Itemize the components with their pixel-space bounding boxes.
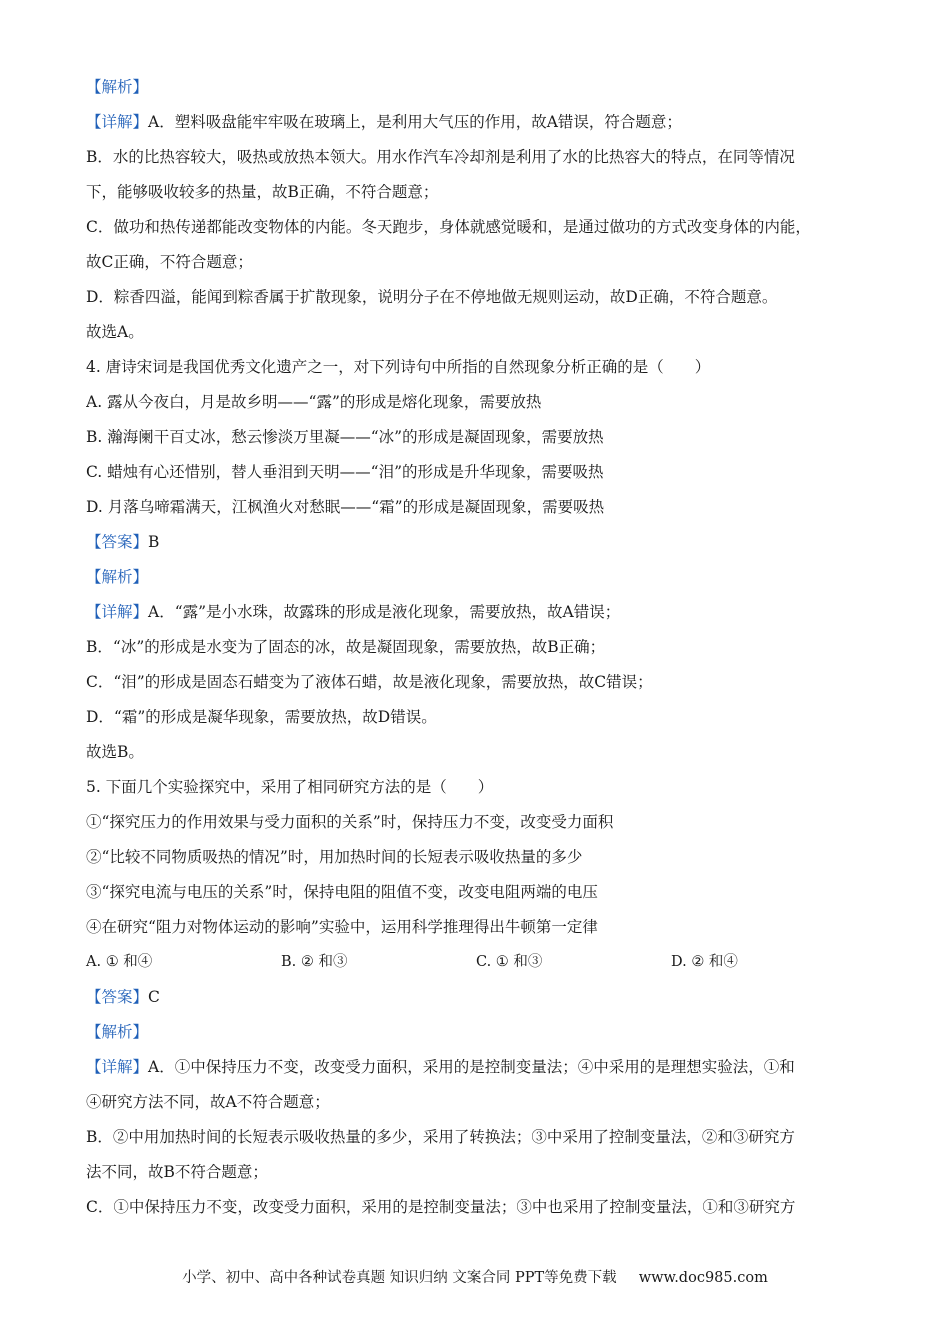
text-line: 5. 下面几个实验探究中，采用了相同研究方法的是（ ）: [86, 778, 494, 796]
text-line: D. 月落乌啼霜满天，江枫渔火对愁眠——“霜”的形成是凝固现象，需要吸热: [86, 498, 605, 516]
text-line: D．“霜”的形成是凝华现象，需要放热，故D错误。: [86, 708, 437, 726]
text-line: 法不同，故B不符合题意；: [86, 1163, 268, 1181]
answer-option: D. ② 和④: [671, 954, 738, 970]
section-tag: 【解析】: [86, 1023, 149, 1041]
page-footer: [0, 1266, 950, 1290]
section-tag: 【详解】: [86, 1058, 149, 1076]
text-line: ①“探究压力的作用效果与受力面积的关系”时，保持压力不变，改变受力面积: [86, 813, 614, 831]
text-line: ④在研究“阻力对物体运动的影响”实验中，运用科学推理得出牛顿第一定律: [86, 918, 598, 936]
section-tag: 【答案】: [86, 988, 149, 1006]
text-line: 故C正确，不符合题意；: [86, 253, 253, 271]
text-line: [86, 980, 866, 1015]
text-line: B．水的比热容较大，吸热或放热本领大。用水作汽车冷却剂是利用了水的比热容大的特点，在同等情况: [86, 148, 795, 166]
section-tag: 【详解】: [86, 603, 149, 621]
text-line: B．“冰”的形成是水变为了固态的冰，故是凝固现象，需要放热，故B正确；: [86, 638, 606, 656]
text-line: C．做功和热传递都能改变物体的内能。冬天跑步，身体就感觉暖和，是通过做功的方式改变身体的内能，: [86, 218, 811, 236]
text-line: [86, 595, 866, 630]
text-line: 4. 唐诗宋词是我国优秀文化遗产之一，对下列诗句中所指的自然现象分析正确的是（ ）: [86, 358, 711, 376]
section-tag: 【解析】: [86, 78, 149, 96]
answer-option: B. ② 和③: [281, 954, 348, 970]
section-tag: 【详解】: [86, 113, 149, 131]
document-body: [86, 70, 866, 1225]
text-line: 下，能够吸收较多的热量，故B正确，不符合题意；: [86, 183, 439, 201]
text-line: 故选B。: [86, 743, 144, 761]
text-line: B. 瀚海阑干百丈冰，愁云惨淡万里凝——“冰”的形成是凝固现象，需要放热: [86, 428, 604, 446]
text-line: [86, 1050, 866, 1085]
answer-options: [86, 945, 866, 980]
footer-text: 小学、初中、高中各种试卷真题 知识归纳 文案合同 PPT等免费下载: [182, 1270, 617, 1286]
line-text: B: [148, 533, 160, 551]
text-line: [86, 525, 866, 560]
text-line: 故选A。: [86, 323, 144, 341]
footer-url[interactable]: www.doc985.com: [638, 1270, 768, 1286]
section-tag: 【答案】: [86, 533, 149, 551]
text-line: A. 露从今夜白，月是故乡明——“露”的形成是熔化现象，需要放热: [86, 393, 542, 411]
text-line: C．“泪”的形成是固态石蜡变为了液体石蜡，故是液化现象，需要放热，故C错误；: [86, 673, 653, 691]
text-line: B．②中用加热时间的长短表示吸收热量的多少，采用了转换法；③中采用了控制变量法，②和③研究方: [86, 1128, 795, 1146]
section-tag: 【解析】: [86, 568, 149, 586]
line-text: A．塑料吸盘能牢牢吸在玻璃上，是利用大气压的作用，故A错误，符合题意；: [148, 113, 682, 131]
text-line: C．①中保持压力不变，改变受力面积，采用的是控制变量法；③中也采用了控制变量法，①和③研究方: [86, 1198, 796, 1216]
line-text: A．①中保持压力不变，改变受力面积，采用的是控制变量法；④中采用的是理想实验法，①和: [148, 1058, 795, 1076]
text-line: C. 蜡烛有心还惜别，替人垂泪到天明——“泪”的形成是升华现象，需要吸热: [86, 463, 604, 481]
line-text: A．“露”是小水珠，故露珠的形成是液化现象，需要放热，故A错误；: [148, 603, 621, 621]
text-line: ②“比较不同物质吸热的情况”时，用加热时间的长短表示吸收热量的多少: [86, 848, 583, 866]
answer-option: A. ① 和④: [86, 954, 153, 970]
text-line: [86, 105, 866, 140]
answer-option: C. ① 和③: [476, 954, 543, 970]
text-line: D．粽香四溢，能闻到粽香属于扩散现象，说明分子在不停地做无规则运动，故D正确，不符合题意。: [86, 288, 778, 306]
text-line: ④研究方法不同，故A不符合题意；: [86, 1093, 330, 1111]
line-text: C: [148, 988, 160, 1006]
text-line: ③“探究电流与电压的关系”时，保持电阻的阻值不变，改变电阻两端的电压: [86, 883, 598, 901]
